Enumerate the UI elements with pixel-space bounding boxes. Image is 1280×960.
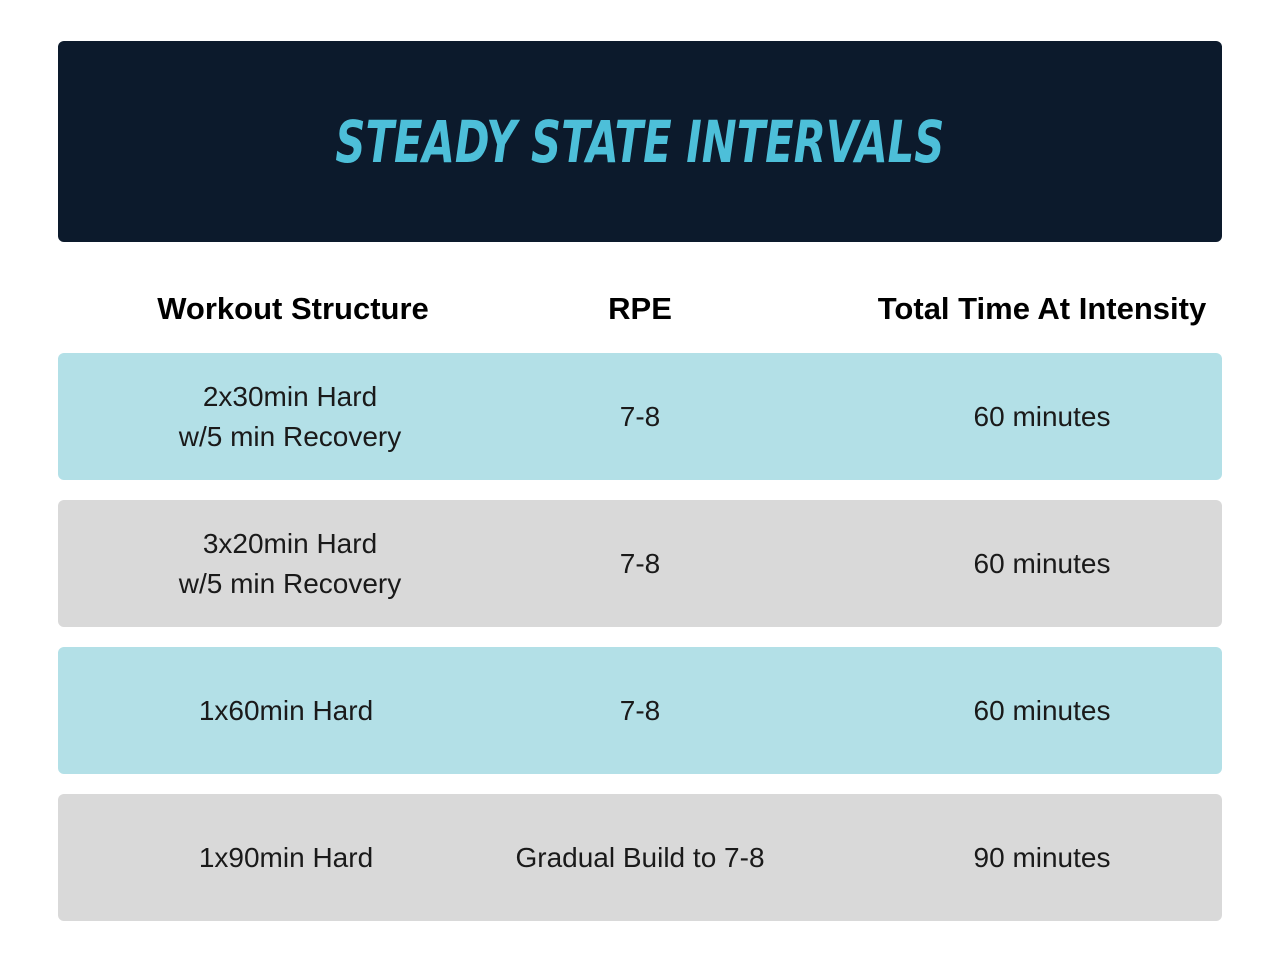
- table-row: [58, 353, 1222, 480]
- structure-line-1: 2x30min Hard: [202, 380, 378, 412]
- cell-workout-structure: 1x60min Hard: [198, 694, 374, 726]
- header-rpe: RPE: [608, 291, 672, 326]
- cell-rpe: 7-8: [619, 694, 661, 726]
- structure-line-1: 3x20min Hard: [202, 527, 378, 559]
- structure-line-2: w/5 min Recovery: [178, 420, 402, 452]
- table-row: [58, 794, 1222, 921]
- table-header: [58, 282, 1222, 336]
- cell-total-time: 60 minutes: [973, 400, 1111, 432]
- structure-line-2: w/5 min Recovery: [178, 567, 402, 599]
- table-row: [58, 500, 1222, 627]
- page-title: STEADY STATE INTERVALS: [335, 107, 945, 176]
- cell-rpe: Gradual Build to 7-8: [515, 841, 765, 873]
- cell-rpe: 7-8: [619, 547, 661, 579]
- cell-rpe: 7-8: [619, 400, 661, 432]
- title-banner: [58, 41, 1222, 242]
- cell-total-time: 60 minutes: [973, 694, 1111, 726]
- cell-total-time: 90 minutes: [973, 841, 1111, 873]
- cell-total-time: 60 minutes: [973, 547, 1111, 579]
- table-row: [58, 647, 1222, 774]
- header-workout-structure: Workout Structure: [157, 291, 429, 326]
- cell-workout-structure: 1x90min Hard: [198, 841, 374, 873]
- header-total-time: Total Time At Intensity: [877, 291, 1207, 326]
- cell-workout-structure: [179, 353, 402, 480]
- cell-workout-structure: [179, 500, 402, 627]
